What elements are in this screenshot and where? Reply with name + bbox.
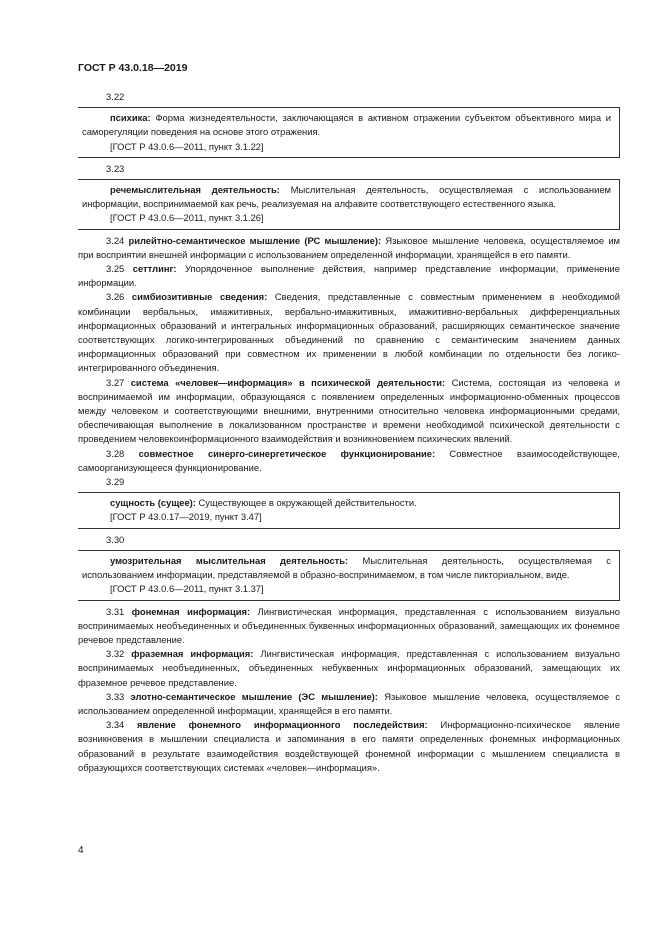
definition: Сведения, представленные с совместным применением в необходимой комбинации вербальных, имажитивных, вербально-имажитивных, имажитивно-вербальных дифференциальных информационных образований и интегральных информационных образований, расширяющих семантическое значение соответствующих логико-интегрированных объединений по сравнению с семантическим значением данных информационных образований при совместном их применении в любой комбинации по отдельности без логико-интегрированного объединения. [78,291,620,374]
definition: Мыслительная деятельность, осуществляемая с использованием информации, воспринимаемой как речь, реализуемая на алфавите соответствующего естественного языка. [82,184,611,210]
definition-entry [78,647,620,690]
definition-text [82,554,611,582]
definition-entry [78,376,620,447]
page-number: 4 [78,845,84,856]
term: явление фонемного информационного последействия: [137,719,428,731]
entry-number: 3.28 [106,447,125,459]
boxed-definition [78,492,620,528]
entry-number: 3.32 [106,648,125,660]
term: речемыслительная деятельность: [110,184,280,196]
definition: Мыслительная деятельность, осуществляемая с использованием информации, представляемой в образно-воспринимаемом, в том числе пикториальном, виде. [82,554,611,581]
definition: Лингвистическая информация, представленная с использованием визуально воспринимаемых необъединенных и объединенных буквенных информационных образований, замещающих их фонемное речевое представление. [78,605,620,645]
definition-entry [78,690,620,718]
source-reference: [ГОСТ Р 43.0.6—2011, пункт 3.1.26] [110,212,264,224]
definition: Существующее в окружающей действительности. [195,497,417,509]
term: фраземная информация: [131,648,254,660]
definition: Языковое мышление человека, осуществляемое им при восприятии внешней информации с использованием определенной информации, хранящейся в его памяти. [78,234,620,260]
entry-number: 3.29 [106,476,125,488]
definition: Упорядоченное выполнение действия, например представление информации, применение информации. [78,263,621,289]
source-reference: [ГОСТ Р 43.0.6—2011, пункт 3.1.37] [110,583,264,595]
term: элотно-семантическое мышление (ЭС мышление): [130,690,378,702]
definition-entry [78,447,620,475]
definition: Система, состоящая из человека и воспринимаемой им информации, образующаяся с появлением определенных информационно-обменных процессов между человеком и соответствующими внешними, внутренними относительно человека информационными средами, обеспечивающая выполнение в локализованном пространстве и времени необходимой психической деятельности с проведением человекоинформационного взаимодействия и возникновением психических явлений. [78,376,620,445]
source-reference: [ГОСТ Р 43.0.17—2019, пункт 3.47] [110,511,262,523]
entry-number: 3.27 [106,376,125,388]
entry-number: 3.30 [106,533,125,545]
definition-text [82,496,611,510]
definition: Форма жизнедеятельности, заключающаяся в активном отражении субъектом объективного мира и саморегуляции поведения на основе этого отражения. [82,112,611,138]
entry-number: 3.33 [106,690,125,702]
entry-number: 3.34 [106,719,125,731]
boxed-definition [78,550,620,601]
term: совместное синерго-синергетическое функционирование: [138,447,436,459]
term: психика: [110,112,151,124]
definition: Языковое мышление человека, осуществляемое с использованием определенной информации, хранящейся в его памяти. [78,690,621,716]
definition-entry [78,605,620,648]
term: умозрительная мыслительная деятельность: [110,554,349,566]
entry-number: 3.31 [106,605,125,617]
definition-entry [78,290,620,375]
term: фонемная информация: [131,605,251,617]
definition: Информационно-психическое явление возникновения в мышлении специалиста и запоминания в его памяти определенных фонемных информационных образований в результате взаимодействия воздействующей фонемной информации с мышлением специалиста в образующихся соответствующих системах «человек—информация». [78,719,620,773]
entry-number: 3.23 [106,162,125,174]
document-body [78,90,620,775]
term: сеттлинг: [132,263,177,275]
definition-entry [78,718,620,775]
entry-number: 3.26 [106,291,125,303]
definition: Лингвистическая информация, представленная с использованием визуально воспринимаемых необъединенных, объединенных небуквенных информационных образований, замещающих их фраземное речевое представление. [78,648,621,688]
definition-entry [78,234,620,262]
entry-number: 3.24 [106,234,125,246]
document-header: ГОСТ Р 43.0.18—2019 [78,62,188,74]
definition-entry [78,262,620,290]
term: симбиозитивные сведения: [131,291,268,303]
term: рилейтно-семантическое мышление (РС мышление): [128,234,382,246]
definition: Совместное взаимосодействующее, самоорганизующееся функционирование. [78,447,621,473]
source-reference: [ГОСТ Р 43.0.6—2011, пункт 3.1.22] [110,140,264,152]
boxed-definition [78,179,620,230]
term: система «человек—информация» в психической деятельности: [130,376,446,388]
term: сущность (сущее): [110,497,196,509]
entry-number: 3.25 [106,263,125,275]
definition-text [82,183,611,211]
entry-number: 3.22 [106,91,125,102]
definition-text [82,111,611,139]
boxed-definition [78,107,620,158]
